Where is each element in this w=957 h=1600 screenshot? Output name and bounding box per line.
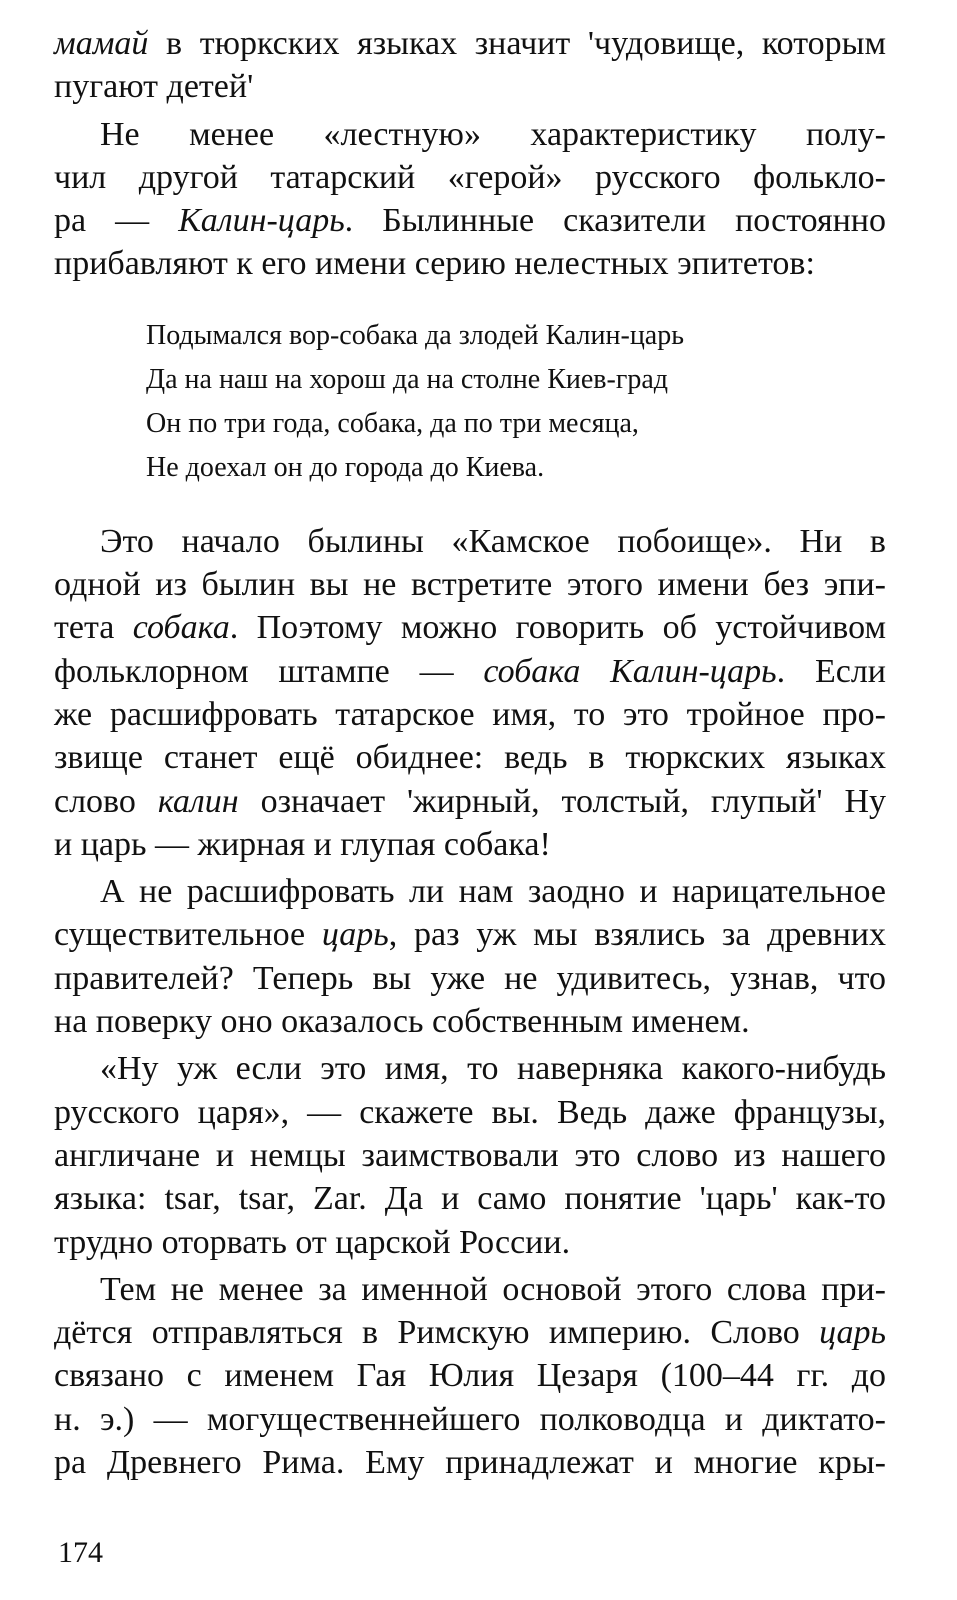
text-run: . Поэтому можно говорить об устойчивом [229,609,886,647]
text-line [54,780,886,823]
text-run: дётся отправляться в Римскую империю. Слово [54,1314,820,1352]
book-page [54,22,886,1484]
text-line: языка: tsar, tsar, Zar. Да и само понятие 'царь' как-то [54,1180,886,1218]
text-line [54,650,886,693]
text-line: Это начало былины «Камское побоище». Ни в [100,522,886,560]
text-line: Не менее «лестную» характеристику полу- [100,115,886,153]
text-line: одной из былин вы не встретите этого имени без эпи- [54,566,886,604]
paragraph-kalin-intro [54,113,886,286]
text-line: на поверку оно оказалось собственным именем. [54,1003,750,1041]
text-run: означает 'жирный, толстый, глупый' Ну [238,782,886,820]
italic-term: собака Калин-царь [483,652,777,690]
paragraph-caesar [54,1268,886,1484]
text-line: н. э.) — могущественнейшего полководца и диктато- [54,1400,886,1438]
text-line [54,199,886,242]
text-run: . Если [776,652,886,690]
text-line: англичане и немцы заимствовали это слово из нашего [54,1136,886,1174]
italic-term: царь [321,916,389,954]
text-run: . Былинные сказители постоянно [344,202,887,240]
italic-word: мамай [54,25,149,62]
paragraph-kamskoe [54,520,886,866]
text-line: же расшифровать татарское имя, то это тройное про- [54,695,886,733]
text-run: существительное [54,916,322,954]
text-line [54,606,886,649]
italic-term: калин [157,782,239,820]
text-line: прибавляют к его имени серию нелестных эпитетов: [54,245,815,283]
paragraph-continuation [54,22,886,109]
text-line: «Ну уж если это имя, то наверняка какого-нибудь [100,1050,886,1088]
text-line: чил другой татарский «герой» русского фольклo- [54,158,886,196]
text-line: Тем не менее за именной основой этого слова при- [100,1270,886,1308]
text-line: ра Древнего Рима. Ему принадлежат и многие кры- [54,1444,886,1482]
italic-term: собака [132,609,230,647]
paragraph-russian-tsar [54,1047,886,1263]
italic-term: Калин-царь [178,202,345,240]
text-line: трудно оторвать от царской России. [54,1223,571,1261]
bylina-quote [146,314,886,490]
paragraph-tsar-noun [54,870,886,1043]
text-run: тета [54,609,133,647]
text-line: связано с именем Гая Юлия Цезаря (100–44 гг. до [54,1357,886,1395]
poem-line: Не доехал он до города до Киева. [146,451,545,483]
poem-line: Подымался вор-собака да злодей Калин-царь [146,319,685,351]
text-line: правителей? Теперь вы уже не удивитесь, узнав, что [54,959,886,997]
text-line: русского царя», — скажете вы. Ведь даже французы, [54,1093,886,1131]
text-line [54,22,886,65]
poem-line: Да на наш на хорош да на столне Киев-град [146,363,669,395]
text-line: и царь — жирная и глупая собака! [54,825,551,863]
text-run: слово [54,782,158,820]
text-line: А не расшифровать ли нам заодно и нарицательное [100,873,886,911]
text-line [54,1311,886,1354]
text-line: пугают детей' [54,68,254,106]
text-run: фольклорном штампе — [54,652,484,690]
text-run: ра — [54,202,179,240]
poem-line: Он по три года, собака, да по три месяца, [146,407,639,439]
page-number: 174 [58,1536,103,1569]
text-line: звище станет ещё обиднее: ведь в тюркских языках [54,739,886,777]
text-run: в тюркских языках значит 'чудовище, которым [148,25,886,62]
text-line [54,913,886,956]
text-run: , раз уж мы взялись за древних [388,916,886,954]
italic-term: царь [819,1314,886,1352]
